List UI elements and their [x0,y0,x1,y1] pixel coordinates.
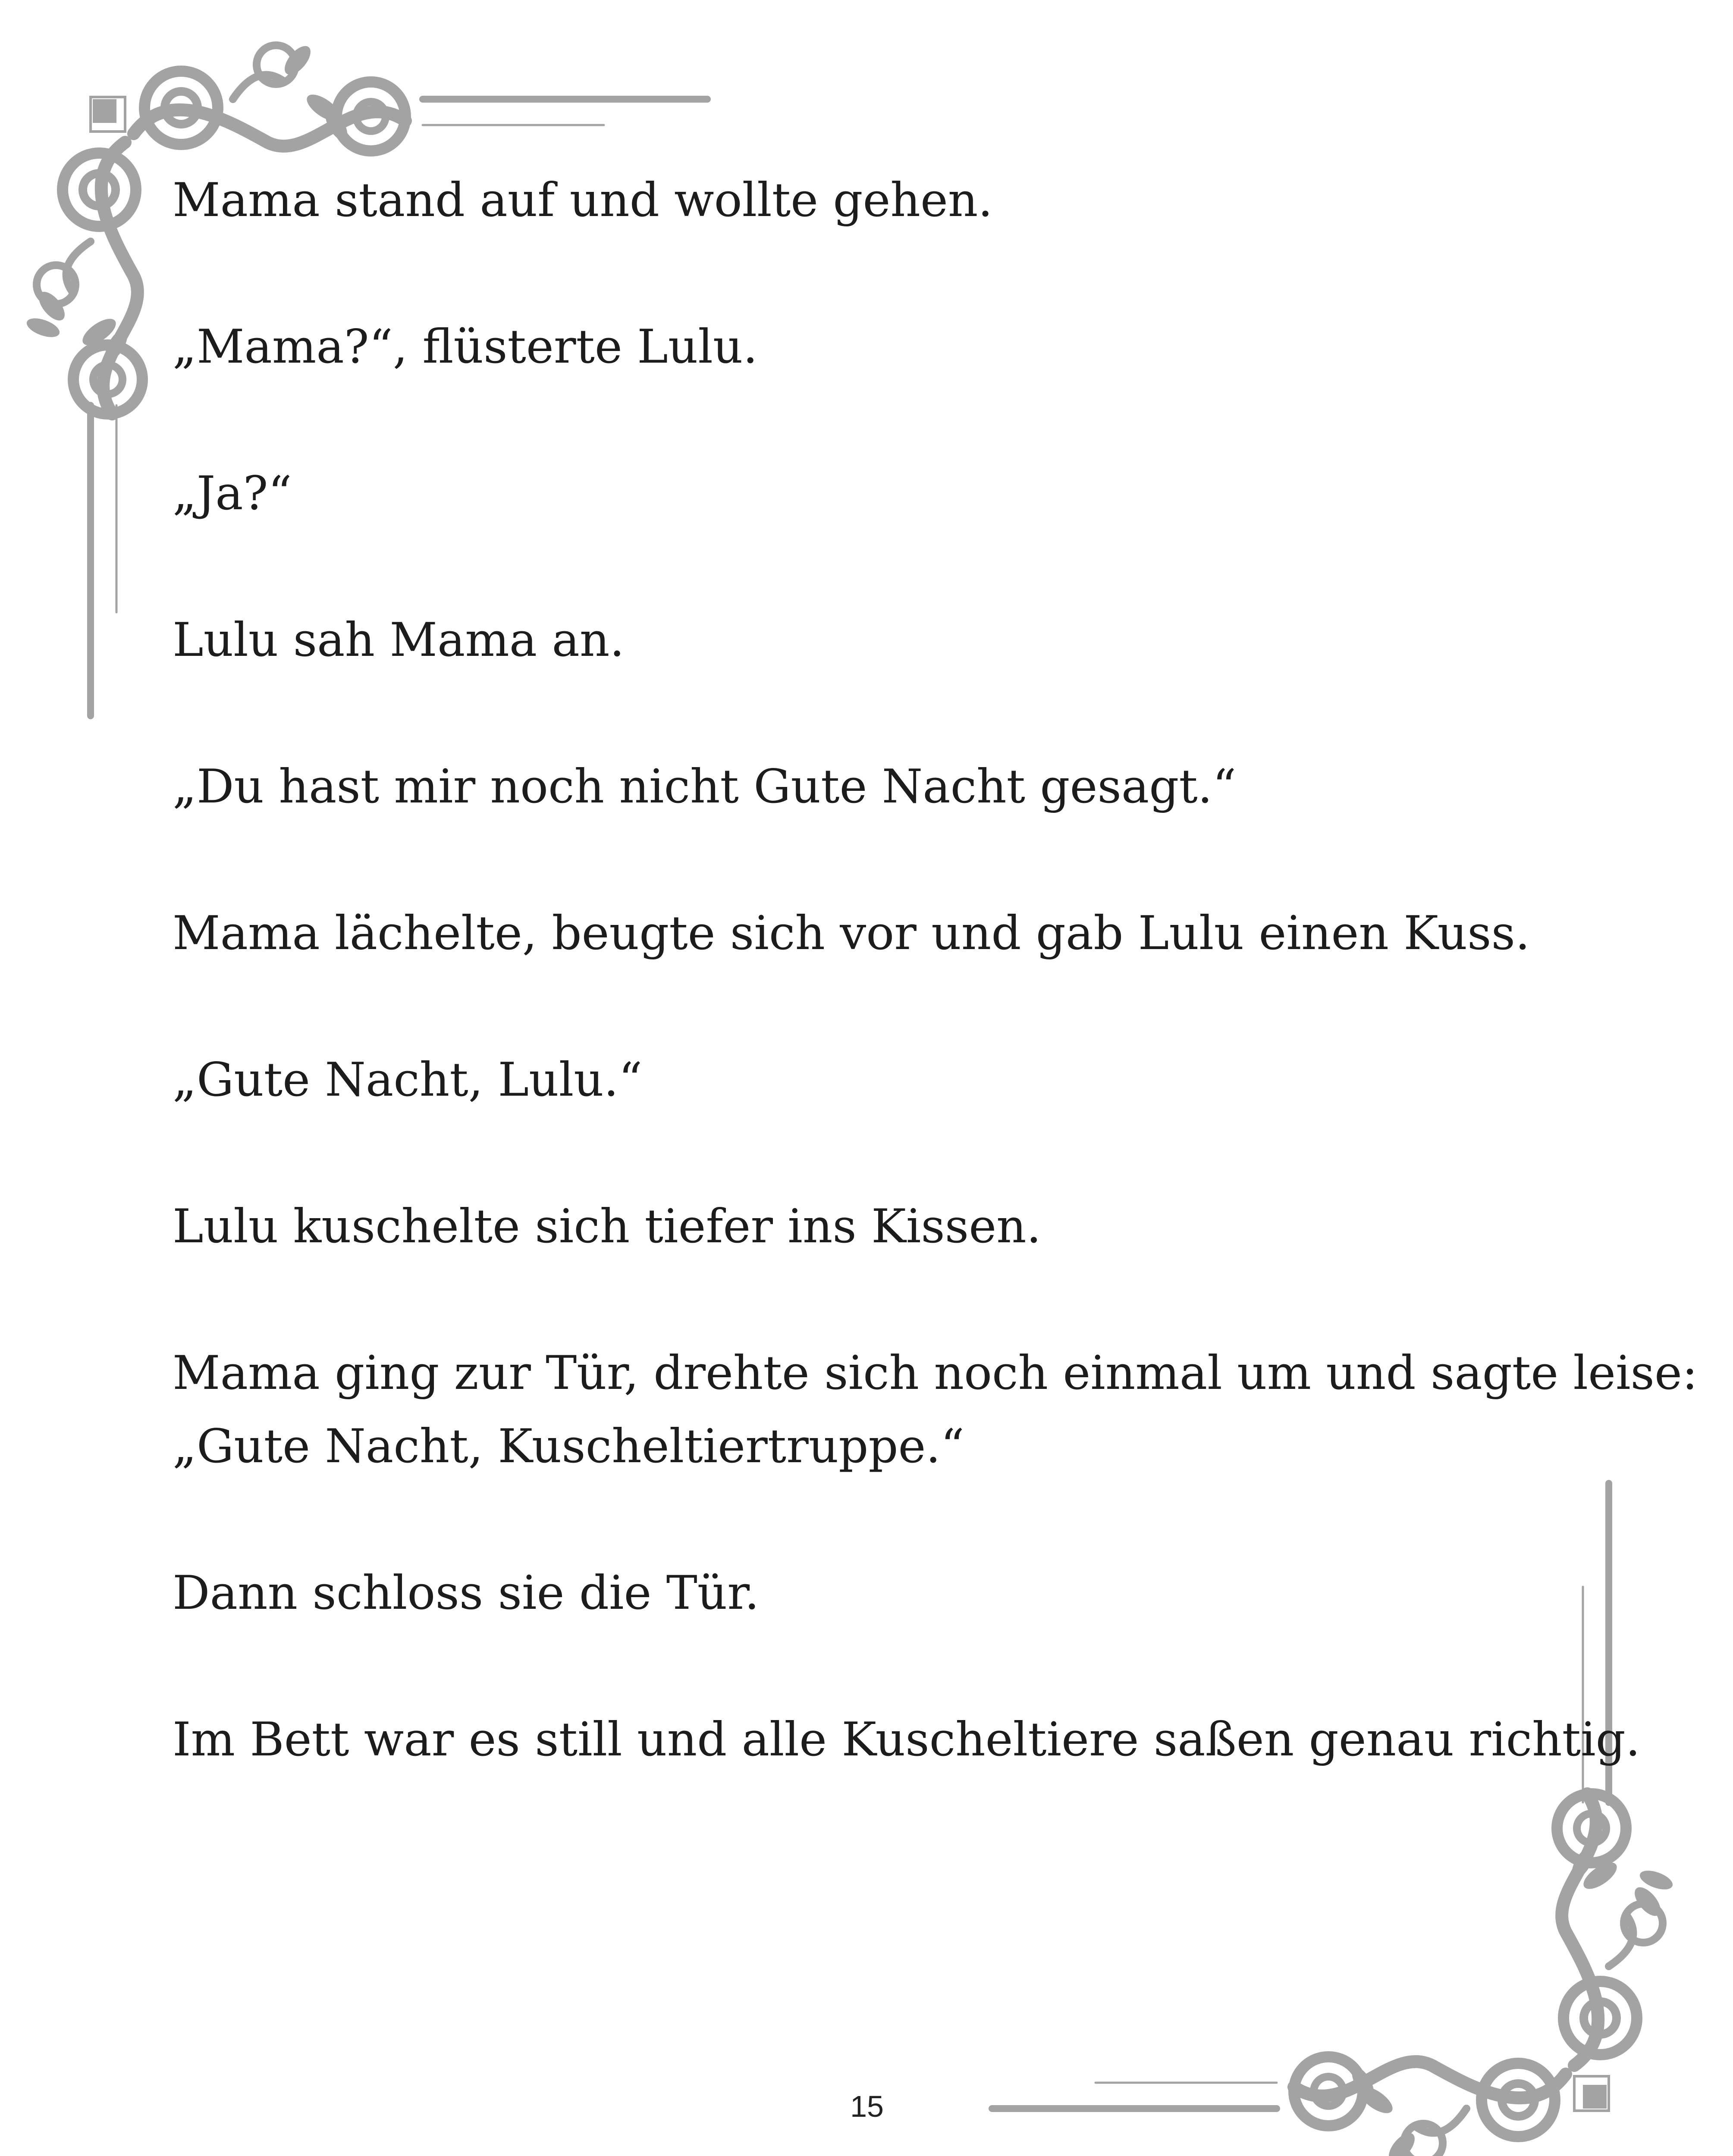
paragraph: Lulu kuschelte sich tiefer ins Kissen. [173,1200,1042,1253]
story-text [173,164,1698,1777]
paragraph: Mama lächelte, beugte sich vor und gab Lulu einen Kuss. [173,906,1530,960]
paragraph: Mama stand auf und wollte gehen. [173,173,993,227]
paragraph: „Mama?“, flüsterte Lulu. [173,320,758,374]
paragraph: Mama ging zur Tür, drehte sich noch einmal um und sagte leise: [173,1346,1698,1400]
paragraph: „Du hast mir noch nicht Gute Nacht gesagt.“ [173,760,1237,814]
paragraph: „Gute Nacht, Kuscheltiertruppe.“ [173,1420,964,1473]
paragraph: Im Bett war es still und alle Kuscheltiere saßen genau richtig. [173,1713,1641,1767]
paragraph: „Gute Nacht, Lulu.“ [173,1053,643,1107]
paragraph: „Ja?“ [173,467,292,520]
paragraph: Dann schloss sie die Tür. [173,1566,760,1620]
page-number: 15 [850,2090,884,2123]
paragraph: Lulu sah Mama an. [173,613,625,667]
